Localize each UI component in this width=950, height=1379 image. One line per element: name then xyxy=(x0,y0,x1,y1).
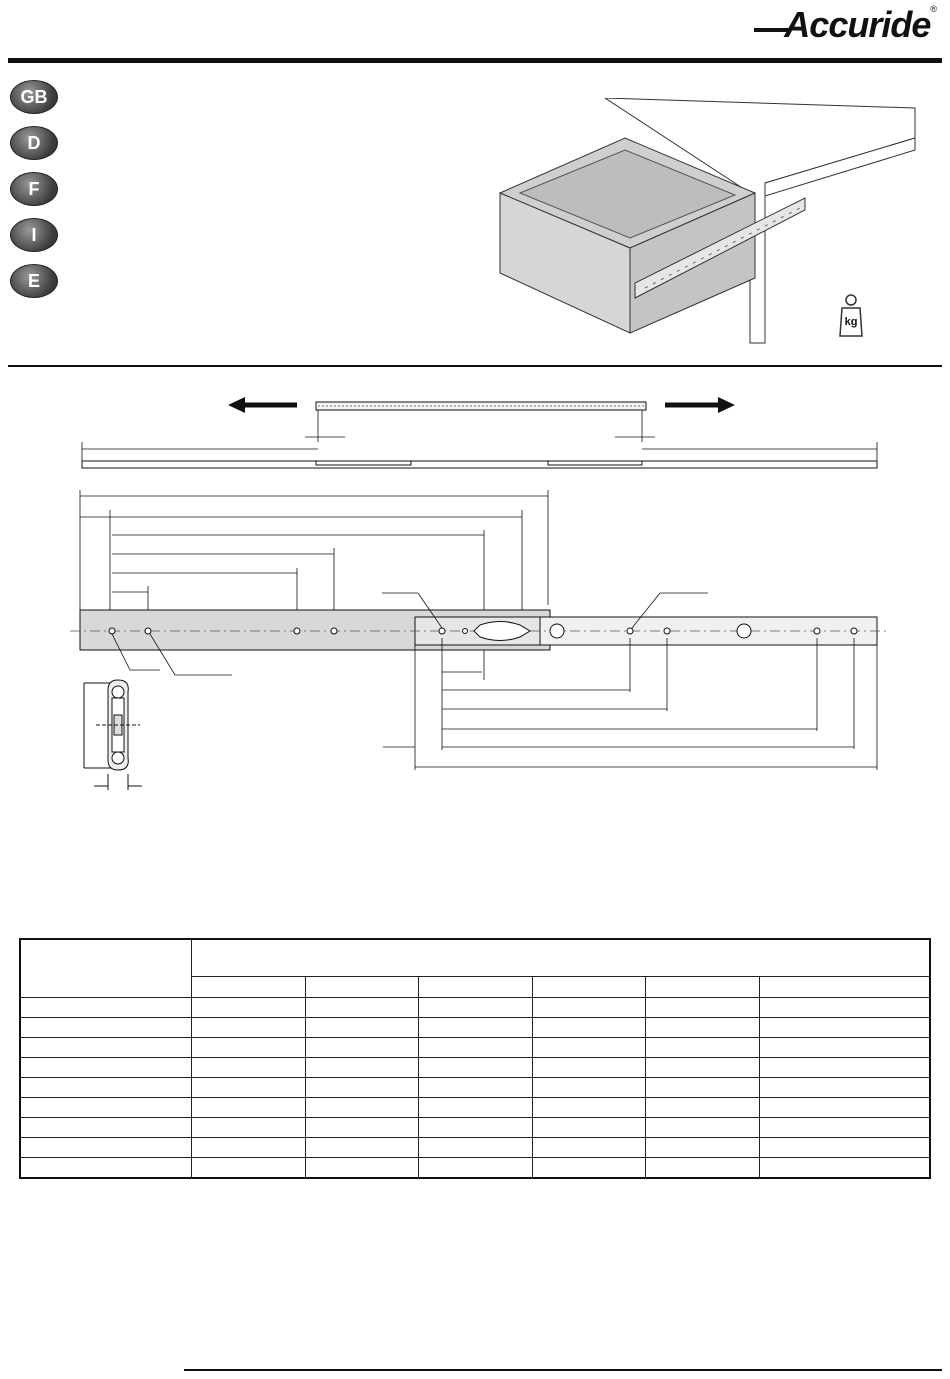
table-cell xyxy=(760,1118,930,1138)
table-row xyxy=(20,1038,930,1058)
table-cell xyxy=(305,1158,419,1179)
table-cell xyxy=(760,1158,930,1179)
table-cell xyxy=(760,1058,930,1078)
table-cell xyxy=(646,1038,760,1058)
table-cell xyxy=(532,1138,646,1158)
table-cell xyxy=(192,1058,306,1078)
table-cell xyxy=(532,998,646,1018)
language-list xyxy=(10,80,58,310)
table-cell xyxy=(419,1058,533,1078)
table-cell xyxy=(305,1138,419,1158)
table-cell xyxy=(646,1058,760,1078)
table-row xyxy=(20,998,930,1018)
table-header-row xyxy=(20,939,930,977)
table-cell xyxy=(419,1038,533,1058)
table-cell xyxy=(646,1158,760,1179)
table-header-cell xyxy=(192,939,931,977)
table-cell xyxy=(20,1158,192,1179)
table-cell xyxy=(646,998,760,1018)
table-cell xyxy=(305,1078,419,1098)
table-row xyxy=(20,1078,930,1098)
table-cell xyxy=(192,1038,306,1058)
table-header-cell xyxy=(305,977,419,998)
table-cell xyxy=(760,1098,930,1118)
table-cell xyxy=(532,1158,646,1179)
technical-drawing xyxy=(0,380,950,800)
table-cell xyxy=(760,1018,930,1038)
table-row xyxy=(20,1118,930,1138)
table-row xyxy=(20,1018,930,1038)
drawer-slide-illustration xyxy=(495,98,945,348)
table-cell xyxy=(192,998,306,1018)
table-header-cell xyxy=(532,977,646,998)
table-cell xyxy=(20,1018,192,1038)
table-cell xyxy=(305,1018,419,1038)
table-cell xyxy=(20,1118,192,1138)
table-cell xyxy=(305,1038,419,1058)
table-cell xyxy=(419,1158,533,1179)
brand-name: Accuride® xyxy=(784,4,936,45)
table-cell xyxy=(192,1138,306,1158)
slide-cross-section xyxy=(84,680,142,790)
table-cell xyxy=(532,1098,646,1118)
table-header-cell xyxy=(20,939,192,998)
table-cell xyxy=(192,1158,306,1179)
table-cell xyxy=(532,1058,646,1078)
language-badge-d: D xyxy=(10,126,58,160)
footer-rule xyxy=(184,1369,942,1371)
table-cell xyxy=(192,1078,306,1098)
table-cell xyxy=(760,1078,930,1098)
table-cell xyxy=(760,1038,930,1058)
header-rule xyxy=(8,58,942,63)
table-cell xyxy=(192,1118,306,1138)
table-cell xyxy=(419,1018,533,1038)
specification-table xyxy=(19,938,931,1179)
table-header-cell xyxy=(192,977,306,998)
table-cell xyxy=(305,1058,419,1078)
table-row xyxy=(20,1138,930,1158)
table-row xyxy=(20,1058,930,1078)
table-cell xyxy=(646,1118,760,1138)
table-cell xyxy=(192,1018,306,1038)
language-badge-f: F xyxy=(10,172,58,206)
table-header-cell xyxy=(419,977,533,998)
language-badge-i: I xyxy=(10,218,58,252)
table-cell xyxy=(20,1058,192,1078)
weight-unit-label: kg xyxy=(844,316,858,328)
table-header-cell xyxy=(760,977,930,998)
language-badge-gb: GB xyxy=(10,80,58,114)
table-row xyxy=(20,1098,930,1118)
table-cell xyxy=(305,998,419,1018)
table-cell xyxy=(646,1078,760,1098)
table-cell xyxy=(305,1118,419,1138)
table-cell xyxy=(760,1138,930,1158)
table-cell xyxy=(419,1118,533,1138)
table-header-cell xyxy=(646,977,760,998)
table-cell xyxy=(760,998,930,1018)
table-cell xyxy=(20,1098,192,1118)
table-cell xyxy=(20,1078,192,1098)
table-cell xyxy=(419,1078,533,1098)
table-cell xyxy=(646,1098,760,1118)
table-cell xyxy=(532,1038,646,1058)
table-cell xyxy=(419,998,533,1018)
table-cell xyxy=(419,1138,533,1158)
table-cell xyxy=(646,1138,760,1158)
section-rule xyxy=(8,365,942,367)
table-row xyxy=(20,1158,930,1179)
language-badge-e: E xyxy=(10,264,58,298)
table-cell xyxy=(532,1078,646,1098)
table-cell xyxy=(532,1018,646,1038)
table-cell xyxy=(20,998,192,1018)
table-cell xyxy=(20,1038,192,1058)
table-cell xyxy=(20,1138,192,1158)
table-cell xyxy=(419,1098,533,1118)
table-cell xyxy=(305,1098,419,1118)
table-cell xyxy=(192,1098,306,1118)
table-cell xyxy=(532,1118,646,1138)
table-cell xyxy=(646,1018,760,1038)
